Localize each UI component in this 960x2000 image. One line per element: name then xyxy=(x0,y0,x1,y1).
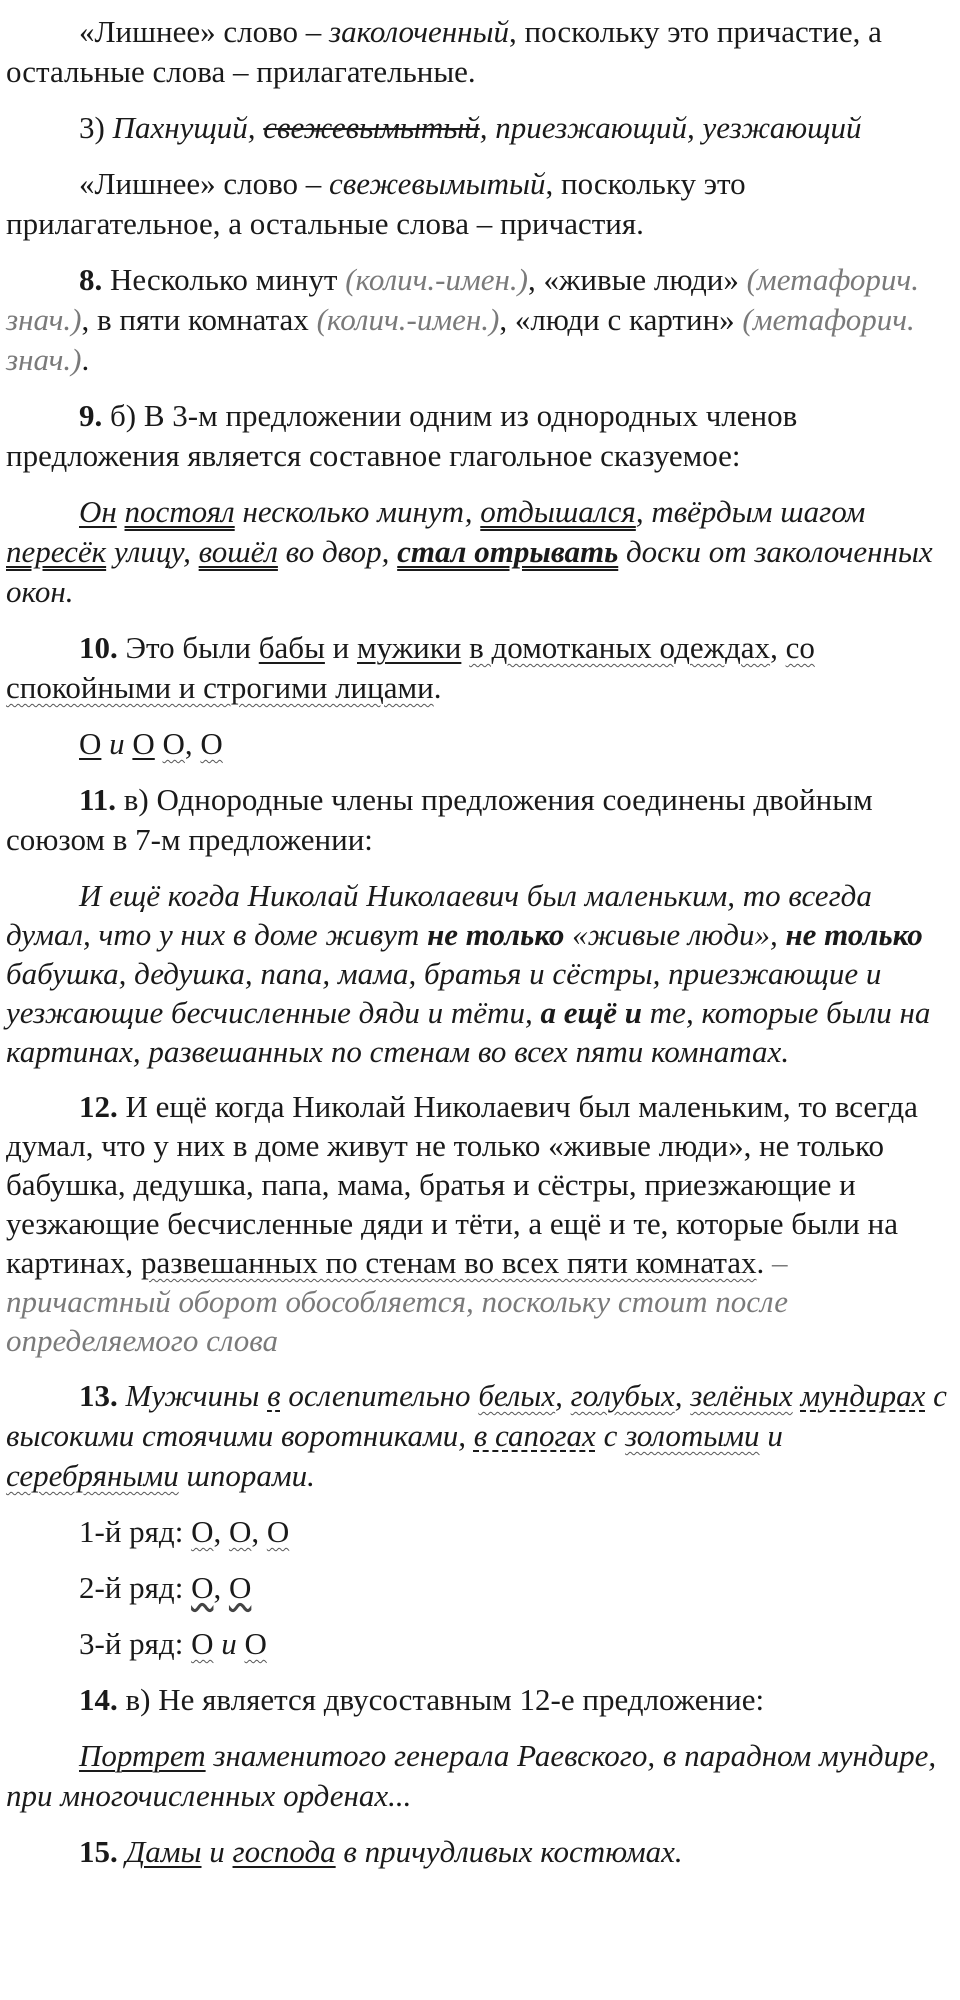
note: (метафорич. знач.) xyxy=(6,302,915,377)
attribute: серебряными xyxy=(6,1458,179,1493)
conjunction: не только xyxy=(427,917,565,952)
text: ослепительно xyxy=(280,1378,479,1413)
text: «Лишнее» слово – xyxy=(79,166,329,201)
subject: господа xyxy=(232,1834,336,1869)
text: И ещё когда Николай Николаевич был маленьким, то всегда думал, что у них в доме живут не только «живые люди», не только бабушка, дедушка, папа, мама, братья и сёстры, приезжающие и уезжающие бесчисленные дяди и тёти, а ещё и те, которые были на картинах, xyxy=(6,1089,918,1280)
text: во двор, xyxy=(277,534,398,569)
note: (колич.-имен.) xyxy=(316,302,500,337)
example-sentence-14 xyxy=(6,1736,954,1816)
scheme-member: О xyxy=(191,1626,214,1661)
scheme-row-3 xyxy=(6,1624,954,1664)
example-sentence-11 xyxy=(6,876,954,1071)
text: знаменитого генерала Раевского, в парадном мундире, при многочисленных орденах... xyxy=(6,1738,937,1813)
attribute: со спокойными и строгими лицами xyxy=(6,630,815,705)
text: . xyxy=(433,670,442,705)
conjunction: и xyxy=(213,1626,245,1661)
text: и xyxy=(324,630,357,665)
example-sentence-9 xyxy=(6,492,954,612)
text: в) Однородные члены предложения соединены двойным союзом в 7-м предложении: xyxy=(6,782,873,857)
note: – причастный оборот обособляется, поскольку стоит после определяемого слова xyxy=(6,1245,789,1358)
word: , приезжающий, уезжающий xyxy=(479,110,862,145)
scheme-member: О xyxy=(200,726,223,761)
row-label: 2-й ряд: xyxy=(79,1570,192,1605)
text: , поскольку это прилагательное, а остальные слова – причастия. xyxy=(6,166,746,241)
text: в причудливых костюмах. xyxy=(335,1834,683,1869)
odd-word: свежевымытый xyxy=(329,166,546,201)
text: б) В 3-м предложении одним из однородных членов предложения является составное глагольное сказуемое: xyxy=(6,398,798,473)
answer-11 xyxy=(6,780,954,860)
subject: мужики xyxy=(357,630,462,665)
text: Несколько минут xyxy=(102,262,346,297)
subject: Портрет xyxy=(79,1738,206,1773)
text: и xyxy=(201,1834,233,1869)
text xyxy=(461,630,469,665)
answer-9 xyxy=(6,396,954,476)
struck-word: свежевымытый xyxy=(263,110,480,145)
scheme-member: О xyxy=(191,1514,214,1549)
answer-number: 12. xyxy=(79,1089,118,1124)
text: , «живые люди» xyxy=(527,262,747,297)
row-label: 1-й ряд: xyxy=(79,1514,192,1549)
attribute: зелёных xyxy=(690,1378,793,1413)
text: , в пяти комнатах xyxy=(81,302,317,337)
subject: Дамы xyxy=(125,1834,202,1869)
compound-predicate: стал отрывать xyxy=(397,534,619,569)
text: «живые люди», xyxy=(564,917,786,952)
text: доски от заколоченных окон. xyxy=(6,534,933,609)
adverbial: мундирах xyxy=(800,1378,926,1413)
text: . xyxy=(81,342,90,377)
text: , твёрдым шагом xyxy=(635,494,866,529)
scheme-member: О xyxy=(132,726,155,761)
text: , xyxy=(770,630,786,665)
text: с xyxy=(595,1418,626,1453)
answer-number: 15. xyxy=(79,1834,118,1869)
answer-13 xyxy=(6,1376,954,1496)
answer-15 xyxy=(6,1832,954,1872)
attribute: голубых xyxy=(570,1378,675,1413)
paragraph-item-3 xyxy=(6,108,954,148)
paragraph-odd-word-2 xyxy=(6,164,954,244)
text: шпорами. xyxy=(178,1458,315,1493)
scheme-row-2: 2-й ряд: О, О xyxy=(79,1570,252,1605)
note: (метафорич. знач.) xyxy=(6,262,919,337)
text: . xyxy=(756,1245,765,1280)
row-label: 3-й ряд: xyxy=(79,1626,192,1661)
text: , xyxy=(674,1378,691,1413)
subject: бабы xyxy=(258,630,325,665)
conjunction: и xyxy=(101,726,133,761)
predicate: отдышался xyxy=(480,494,636,529)
text: Мужчины xyxy=(117,1378,268,1413)
scheme-member: О xyxy=(79,726,102,761)
answer-number: 10. xyxy=(79,630,118,665)
text: с высокими стоячими воротниками, xyxy=(6,1378,947,1453)
text: «Лишнее» слово – xyxy=(79,14,329,49)
text: улицу, xyxy=(106,534,199,569)
scheme-member: О xyxy=(162,726,185,761)
item-number: 3) xyxy=(79,110,113,145)
predicate: пересёк xyxy=(6,534,107,569)
predicate: вошёл xyxy=(198,534,278,569)
answer-number: 14. xyxy=(79,1682,118,1717)
text: , поскольку это причастие, а остальные слова – прилагательные. xyxy=(6,14,882,89)
scheme-10 xyxy=(6,724,954,764)
scheme-member: О xyxy=(228,1514,252,1549)
text: , xyxy=(555,1378,571,1413)
paragraph-odd-word-1 xyxy=(6,12,954,92)
attribute: золотыми xyxy=(625,1418,760,1453)
answer-number: 8. xyxy=(79,262,103,297)
participial-phrase: развешанных по стенам во всех пяти комнатах xyxy=(140,1245,757,1280)
text: несколько минут, xyxy=(234,494,481,529)
conjunction: не только xyxy=(785,917,923,952)
scheme-member: О xyxy=(244,1626,267,1661)
text: , «люди с картин» xyxy=(499,302,743,337)
text: , xyxy=(184,726,201,761)
scheme-member: О xyxy=(228,1570,252,1605)
scheme-member: О xyxy=(191,1570,214,1605)
answer-number: 11. xyxy=(79,782,117,817)
answer-8 xyxy=(6,260,954,380)
scheme-member: О xyxy=(266,1514,290,1549)
adverbial: в xyxy=(267,1378,281,1413)
text: и xyxy=(759,1418,783,1453)
adverbial: в сапогах xyxy=(473,1418,596,1453)
attribute: белых xyxy=(478,1378,556,1413)
scheme-row-1: 1-й ряд: О, О, О xyxy=(79,1514,290,1549)
word: Пахнущий, xyxy=(112,110,264,145)
text: в) Не является двусоставным 12-е предложение: xyxy=(117,1682,765,1717)
text: бабушка, дедушка, папа, мама, братья и сёстры, приезжающие и уезжающие бесчисленные дяди и тёти, xyxy=(6,956,882,1030)
answer-12 xyxy=(6,1087,954,1360)
text: Это были xyxy=(117,630,259,665)
note: (колич.-имен.) xyxy=(345,262,528,297)
answer-number: 13. xyxy=(79,1378,118,1413)
odd-word: заколоченный xyxy=(329,14,510,49)
answer-number: 9. xyxy=(79,398,103,433)
predicate: постоял xyxy=(124,494,235,529)
attribute: в домотканых одеждах xyxy=(469,630,771,665)
conjunction: а ещё и xyxy=(540,995,643,1030)
text: те, которые были на картинах, развешанных по стенам во всех пяти комнатах. xyxy=(6,995,931,1069)
subject: Он xyxy=(79,494,117,529)
answer-14 xyxy=(6,1680,954,1720)
text: И ещё когда Николай Николаевич был маленьким, то всегда думал, что у них в доме живут xyxy=(6,878,872,952)
answer-10 xyxy=(6,628,954,708)
